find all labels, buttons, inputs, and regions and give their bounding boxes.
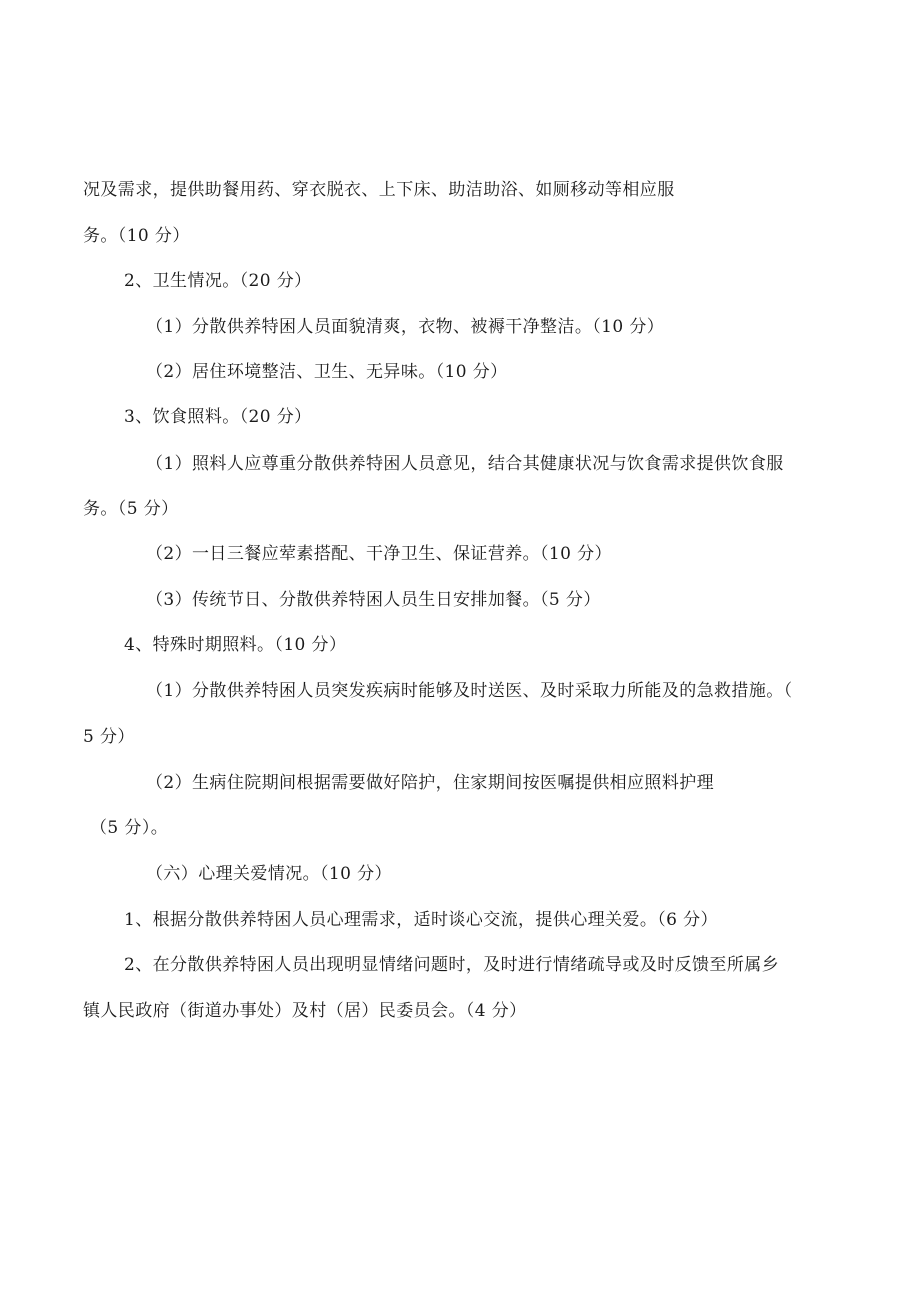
text-line: 况及需求，提供助餐用药、穿衣脱衣、上下床、助洁助浴、如厕移动等相应服: [83, 180, 675, 200]
text-line: （3）传统节日、分散供养特困人员生日安排加餐。（5 分）: [146, 590, 601, 610]
text-line: 1、根据分散供养特困人员心理需求，适时谈心交流，提供心理关爱。（6 分）: [124, 910, 718, 930]
text-line: （2）生病住院期间根据需要做好陪护，住家期间按医嘱提供相应照料护理: [146, 773, 715, 793]
text-line: 2、在分散供养特困人员出现明显情绪问题时，及时进行情绪疏导或及时反馈至所属乡: [124, 955, 780, 975]
text-line: （六）心理关爱情况。（10 分）: [146, 864, 392, 884]
text-line: 镇人民政府（街道办事处）及村（居）民委员会。（4 分）: [83, 1001, 527, 1021]
text-line: （1）分散供养特困人员突发疾病时能够及时送医、及时采取力所能及的急救措施。（: [146, 681, 793, 701]
text-line: 务。（10 分）: [83, 226, 190, 246]
text-line: （2）居住环境整洁、卫生、无异味。（10 分）: [146, 362, 508, 382]
text-line: （1）照料人应尊重分散供养特困人员意见，结合其健康状况与饮食需求提供饮食服: [146, 454, 784, 474]
text-line: 4、特殊时期照料。（10 分）: [124, 635, 347, 655]
text-line: （5 分）。: [90, 818, 169, 838]
text-line: 务。（5 分）: [83, 499, 179, 519]
text-line: 2、卫生情况。（20 分）: [124, 271, 312, 291]
text-line: 3、饮食照料。（20 分）: [124, 407, 312, 427]
text-line: （2）一日三餐应荤素搭配、干净卫生、保证营养。（10 分）: [146, 544, 612, 564]
text-line: （1）分散供养特困人员面貌清爽，衣物、被褥干净整洁。（10 分）: [146, 317, 665, 337]
text-line: 5 分）: [83, 727, 135, 747]
